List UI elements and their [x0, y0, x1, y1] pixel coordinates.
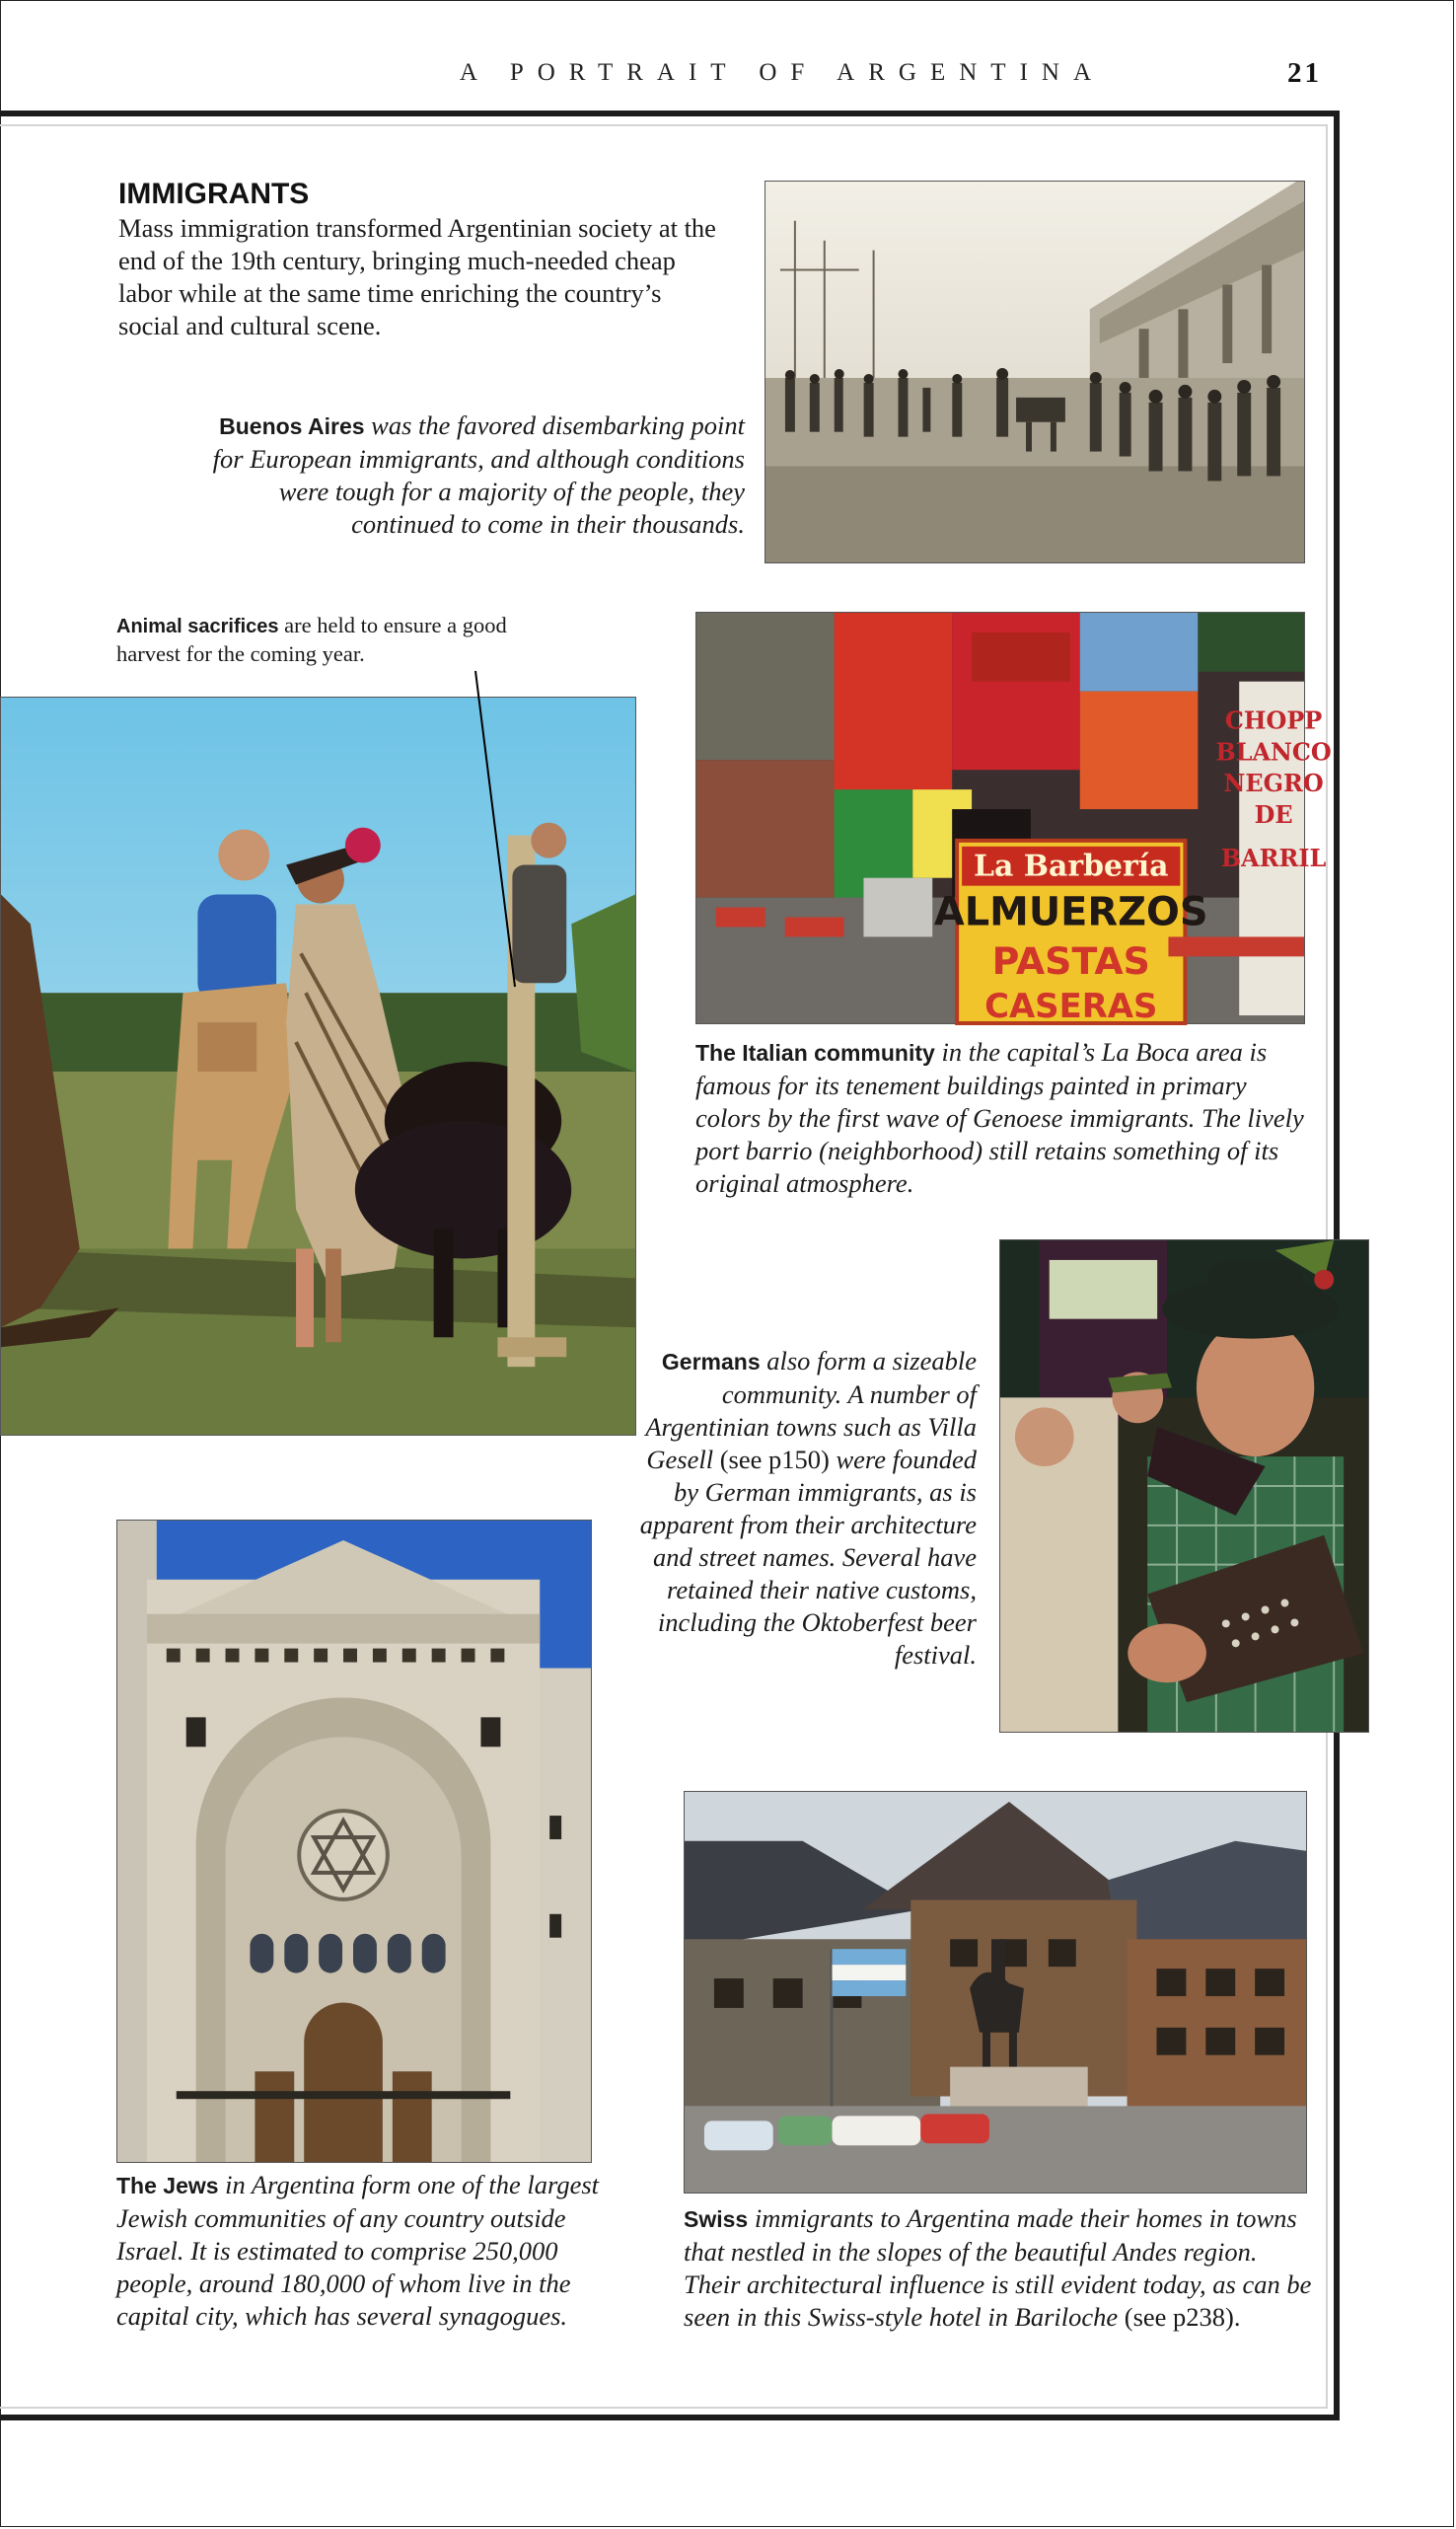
sign-de: DE: [1254, 800, 1293, 829]
caption-text-continued: were founded by German immigrants, as is apparent from their architecture and street names. Several have retained their native customs, including the Oktoberfest beer festival.: [639, 1445, 977, 1670]
top-rule: [0, 111, 1340, 116]
caption-label: Animal sacrifices: [116, 616, 279, 637]
caption-label: Swiss: [684, 2206, 749, 2232]
sign-chopp: CHOPP: [1224, 707, 1323, 735]
caption-reference: (see p150): [719, 1445, 830, 1474]
sign-barberia: La Barbería: [974, 849, 1169, 884]
sign-caseras: CASERAS: [984, 987, 1158, 1026]
sign-negro: NEGRO: [1223, 770, 1324, 798]
caption-germans: [631, 1345, 977, 1672]
photo-animal-sacrifice: [0, 697, 636, 1436]
intro-paragraph: Mass immigration transformed Argentinian society at the end of the 19th century, bringing much-needed cheap labor while at the same time enriching the country’s social and cultural scene.: [118, 213, 716, 340]
sign-pastas: PASTAS: [991, 939, 1150, 984]
sign-barril: BARRIL: [1220, 844, 1327, 872]
photo-la-boca: [695, 612, 1332, 1026]
photo-buenos-aires-street: [764, 181, 1305, 563]
caption-reference: (see p238).: [1124, 2302, 1241, 2332]
caption-buenos-aires: [197, 409, 745, 541]
page-number: 21: [1287, 57, 1322, 89]
sign-almuerzos: ALMUERZOS: [933, 889, 1208, 935]
running-head: A PORTRAIT OF ARGENTINA: [459, 59, 1105, 86]
caption-animal-sacrifices: [116, 612, 511, 668]
caption-swiss: [684, 2202, 1315, 2334]
bottom-rule: [0, 2415, 1340, 2420]
caption-jews: [116, 2169, 629, 2333]
caption-label: The Jews: [116, 2173, 219, 2198]
photo-german-accordionist: [999, 1239, 1369, 1733]
caption-text: are held to ensure a good harvest for the coming year.: [116, 613, 507, 666]
caption-label: Buenos Aires: [219, 413, 365, 439]
caption-label: The Italian community: [695, 1040, 935, 1066]
caption-label: Germans: [661, 1349, 761, 1375]
photo-synagogue: [116, 1520, 592, 2163]
caption-text: also form a sizeable community. A number of Argentinian towns such as Villa Gesell: [645, 1346, 977, 1474]
caption-text: in the capital’s La Boca area is famous for its tenement buildings painted in primary colors by the first wave of Genoese immigrants. The lively port barrio (neighborhood) still retains something of its original atmosphere.: [695, 1037, 1304, 1198]
caption-text: was the favored disembarking point for European immigrants, and although conditions were tough for a majority of the people, they continued to come in their thousands.: [212, 410, 745, 539]
photo-swiss-hotel: [684, 1791, 1307, 2194]
caption-text: immigrants to Argentina made their homes in towns that nestled in the slopes of the beautiful Andes region. Their architectural influence is still evident today, as can be seen in this Swiss-style hotel in Bariloche: [684, 2203, 1312, 2332]
caption-italian-community: [695, 1036, 1317, 1200]
caption-text: in Argentina form one of the largest Jewish communities of any country outside Israel. It is estimated to comprise 250,000 people, around 180,000 of whom live in the capital city, which has several synagogues.: [116, 2170, 600, 2331]
sign-blanco: BLANCO: [1215, 738, 1332, 767]
section-heading: IMMIGRANTS: [118, 178, 310, 210]
